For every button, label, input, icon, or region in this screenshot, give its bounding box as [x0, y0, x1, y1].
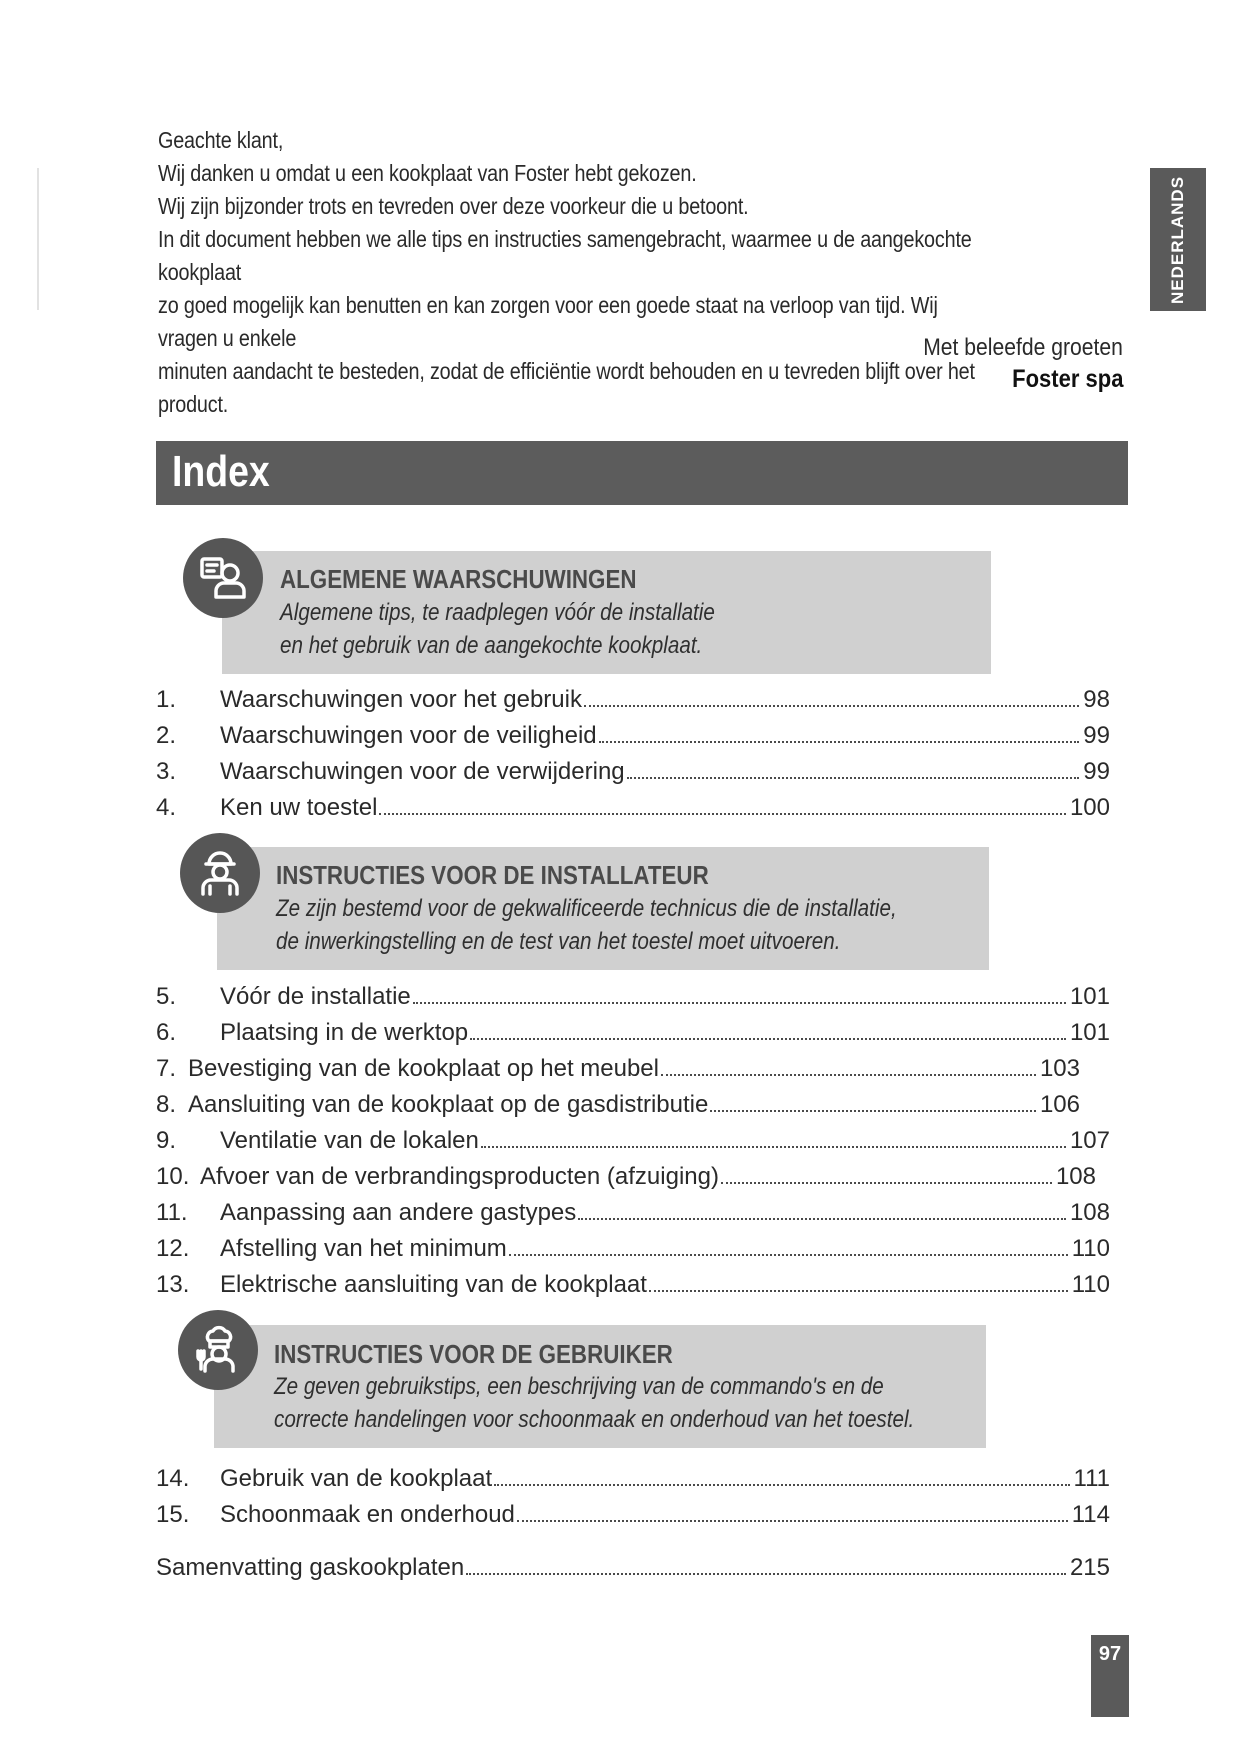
- toc-entry[interactable]: [156, 788, 1110, 822]
- closing-greeting: Met beleefde groeten: [923, 334, 1123, 361]
- toc-entry-page: 108: [1069, 1199, 1110, 1226]
- intro-letter: [158, 124, 1001, 421]
- toc-entry[interactable]: [156, 1495, 1110, 1529]
- toc-entry-label: Afstelling van het minimum: [220, 1235, 507, 1262]
- toc-entry-page: 101: [1069, 983, 1110, 1010]
- section-title: INSTRUCTIES VOOR DE GEBRUIKER: [274, 1339, 673, 1369]
- toc-entry-page: 111: [1073, 1465, 1110, 1492]
- toc-entry[interactable]: [156, 1265, 1110, 1299]
- section-desc-line: Ze zijn bestemd voor de gekwalificeerde technicus die de installatie,: [276, 895, 897, 922]
- toc-entry-number: 11.: [156, 1199, 188, 1226]
- dot-leader: [627, 777, 1080, 779]
- toc-entry-page: 107: [1069, 1127, 1110, 1154]
- toc-entry-label: Waarschuwingen voor de veiligheid: [220, 722, 597, 749]
- toc-entry-page: 101: [1069, 1019, 1110, 1046]
- dot-leader: [481, 1146, 1066, 1148]
- intro-line: In dit document hebben we alle tips en instructies samengebracht, waarmee u de aangekochte kookplaat: [158, 226, 972, 285]
- manual-reader-icon: [183, 538, 263, 618]
- toc-entry-label: Aanpassing aan andere gastypes: [220, 1199, 577, 1226]
- dot-leader: [649, 1290, 1068, 1292]
- toc-entry-page: 110: [1071, 1235, 1110, 1262]
- toc-summary-entry[interactable]: [156, 1548, 1110, 1582]
- toc-entry-number: 15.: [156, 1501, 190, 1528]
- toc-entry-number: 7.: [156, 1055, 177, 1082]
- section-desc-line: en het gebruik van de aangekochte kookplaat.: [280, 632, 703, 659]
- toc-entry-label: Bevestiging van de kookplaat op het meubel: [188, 1055, 659, 1082]
- toc-entry[interactable]: [156, 1157, 1096, 1191]
- toc-entry-page: 110: [1071, 1271, 1110, 1298]
- dot-leader: [470, 1038, 1066, 1040]
- dot-leader: [584, 705, 1079, 707]
- toc-entry-number: 5.: [156, 983, 177, 1010]
- toc-entry-page: 114: [1071, 1501, 1110, 1528]
- toc-entry-label: Gebruik van de kookplaat: [220, 1465, 493, 1492]
- toc-entry-page: 108: [1055, 1163, 1096, 1190]
- dot-leader: [509, 1254, 1068, 1256]
- toc-entry-number: 12.: [156, 1235, 190, 1262]
- dot-leader: [379, 813, 1066, 815]
- toc-entry-page: 106: [1039, 1091, 1080, 1118]
- dot-leader: [710, 1110, 1036, 1112]
- toc-entry[interactable]: [156, 977, 1110, 1011]
- toc-entry-page: 99: [1083, 758, 1110, 785]
- intro-line: Geachte klant,: [158, 127, 284, 153]
- section-desc-line: correcte handelingen voor schoonmaak en onderhoud van het toestel.: [274, 1406, 915, 1433]
- toc-entry-number: 3.: [156, 758, 177, 785]
- toc-entry[interactable]: [156, 1459, 1110, 1493]
- toc-entry-label: Schoonmaak en onderhoud: [220, 1501, 515, 1528]
- toc-entry-number: 13.: [156, 1271, 190, 1298]
- toc-entry-number: 9.: [156, 1127, 177, 1154]
- toc-entry-number: 6.: [156, 1019, 177, 1046]
- toc-entry-label: Vóór de installatie: [220, 983, 411, 1010]
- section-title: ALGEMENE WAARSCHUWINGEN: [280, 564, 637, 594]
- section-desc-line: de inwerkingstelling en de test van het toestel moet uitvoeren.: [276, 928, 841, 955]
- toc-entry-label: Ken uw toestel: [220, 794, 378, 821]
- toc-entry-page: 100: [1069, 794, 1110, 821]
- dot-leader: [661, 1074, 1036, 1076]
- section-desc-line: Algemene tips, te raadplegen vóór de installatie: [280, 599, 715, 626]
- dot-leader: [517, 1520, 1068, 1522]
- index-title: Index: [172, 447, 270, 496]
- toc-entry[interactable]: [156, 1049, 1080, 1083]
- toc-entry-label: Plaatsing in de werktop: [220, 1019, 469, 1046]
- toc-entry-number: 14.: [156, 1465, 190, 1492]
- toc-entry-label: Waarschuwingen voor de verwijdering: [220, 758, 625, 785]
- page-number: 97: [1091, 1635, 1129, 1717]
- toc-entry-number: 4.: [156, 794, 177, 821]
- toc-entry[interactable]: [156, 1013, 1110, 1047]
- crop-mark: [37, 168, 39, 310]
- dot-leader: [599, 741, 1080, 743]
- dot-leader: [466, 1573, 1066, 1575]
- intro-line: minuten aandacht te besteden, zodat de efficiëntie wordt behouden en u tevreden blijft over het product.: [158, 358, 975, 417]
- toc-entry[interactable]: [156, 1121, 1110, 1155]
- toc-entry[interactable]: [156, 680, 1110, 714]
- dot-leader: [413, 1002, 1066, 1004]
- intro-line: zo goed mogelijk kan benutten en kan zorgen voor een goede staat na verloop van tijd. Wij vragen u enkele: [158, 292, 938, 351]
- toc-entry-label: Samenvatting gaskookplaten: [156, 1554, 465, 1581]
- intro-line: Wij danken u omdat u een kookplaat van Foster hebt gekozen.: [158, 160, 697, 186]
- intro-line: Wij zijn bijzonder trots en tevreden over deze voorkeur die u betoont.: [158, 193, 749, 219]
- language-tab: [1150, 168, 1206, 311]
- language-tab-label: NEDERLANDS: [1168, 175, 1187, 304]
- toc-entry-page: 215: [1069, 1554, 1110, 1581]
- toc-entry[interactable]: [156, 1229, 1110, 1263]
- index-header: [156, 441, 1128, 505]
- toc-entry-number: 2.: [156, 722, 177, 749]
- toc-entry[interactable]: [156, 752, 1110, 786]
- toc-entry-page: 103: [1039, 1055, 1080, 1082]
- toc-entry-label: Afvoer van de verbrandingsproducten (afzuiging): [200, 1163, 719, 1190]
- section-desc-line: Ze geven gebruikstips, een beschrijving van de commando's en de: [274, 1373, 884, 1400]
- toc-entry-page: 98: [1083, 686, 1110, 713]
- toc-entry-page: 99: [1083, 722, 1110, 749]
- dot-leader: [494, 1484, 1069, 1486]
- installer-icon: [180, 833, 260, 913]
- toc-entry-number: 10.: [156, 1163, 190, 1190]
- toc-entry-label: Waarschuwingen voor het gebruik: [220, 686, 582, 713]
- chef-icon: [178, 1310, 258, 1390]
- dot-leader: [721, 1182, 1052, 1184]
- toc-entry-number: 1.: [156, 686, 177, 713]
- toc-entry[interactable]: [156, 716, 1110, 750]
- toc-entry-number: 8.: [156, 1091, 177, 1118]
- toc-entry[interactable]: [156, 1085, 1080, 1119]
- section-title: INSTRUCTIES VOOR DE INSTALLATEUR: [276, 860, 709, 890]
- toc-entry-label: Ventilatie van de lokalen: [220, 1127, 479, 1154]
- toc-entry-label: Elektrische aansluiting van de kookplaat: [220, 1271, 647, 1298]
- toc-entry-label: Aansluiting van de kookplaat op de gasdistributie: [188, 1091, 709, 1118]
- toc-entry[interactable]: [156, 1193, 1110, 1227]
- company-name: Foster spa: [1011, 365, 1123, 393]
- dot-leader: [578, 1218, 1066, 1220]
